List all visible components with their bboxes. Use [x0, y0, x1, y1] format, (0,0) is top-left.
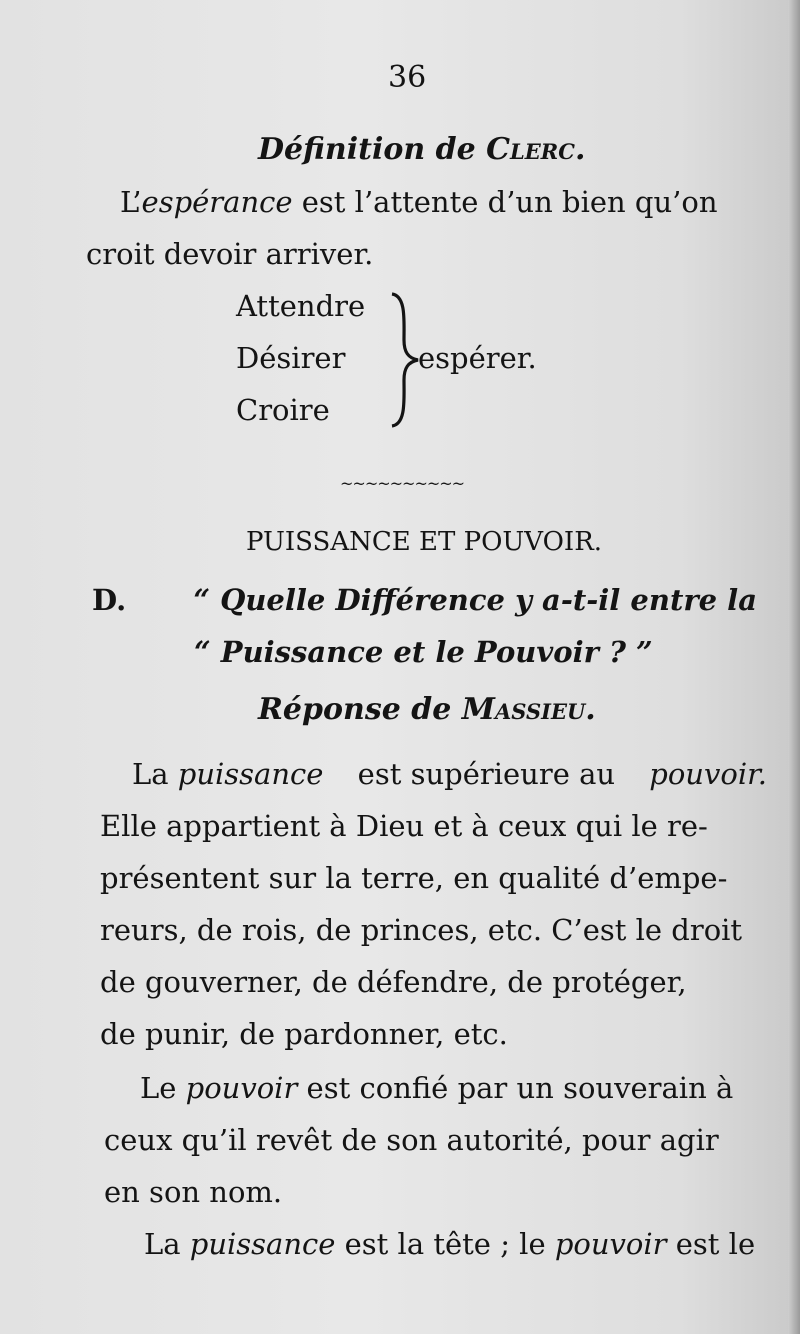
reponse-author: Massieu.: [461, 692, 596, 727]
p2-l1-b: est confié par un souverain à: [297, 1071, 734, 1105]
heading-reponse-massieu: [258, 692, 596, 728]
esperance-l1-a: L’: [120, 185, 142, 219]
p2-line-2: ceux qu’il revêt de son autorité, pour agir: [104, 1123, 719, 1157]
esperance-l1-b: est l’attente d’un bien qu’on: [292, 185, 718, 219]
p3-l1-word1: puissance: [189, 1227, 336, 1261]
p3-line-1: [144, 1226, 755, 1262]
ornamental-divider: ~~~~~~~~~~: [340, 474, 465, 493]
verb-croire: Croire: [236, 393, 330, 427]
p3-l1-a: La: [144, 1227, 190, 1261]
p1-l1-c: pouvoir.: [649, 757, 767, 791]
page-edge-shadow: [788, 0, 800, 1334]
question-line-2: “ Puissance et le Pouvoir ? ”: [194, 635, 653, 669]
section-title: PUISSANCE ET POUVOIR.: [245, 527, 603, 557]
p1-line-2: Elle appartient à Dieu et à ceux qui le re-: [100, 809, 708, 843]
right-brace: [388, 290, 422, 430]
heading-clerc-pre: Définition de: [258, 132, 487, 167]
p1-l1-b: est supérieure au: [357, 757, 616, 791]
question-line-1: [92, 582, 757, 618]
p1-line-5: de gouverner, de défendre, de protéger,: [100, 965, 687, 999]
reponse-pre: Réponse de: [258, 692, 462, 727]
question-text-1: “ Quelle Différence y a-t-il entre la: [193, 583, 757, 617]
p2-line-1: [140, 1070, 733, 1106]
p1-line-6: de punir, de pardonner, etc.: [100, 1017, 508, 1051]
heading-definition-clerc: [258, 132, 585, 168]
esperance-line-2: croit devoir arriver.: [86, 237, 374, 271]
p3-l1-c: est le: [666, 1227, 756, 1261]
p2-l1-a: Le: [140, 1071, 186, 1105]
p2-line-3: en son nom.: [104, 1175, 283, 1209]
p1-line-1: [132, 756, 767, 792]
p3-l1-b: est la tête ; le: [335, 1227, 555, 1261]
esperance-l1-word: espérance: [141, 185, 293, 219]
question-prefix: D.: [92, 583, 127, 617]
p1-line-3: présentent sur la terre, en qualité d’empe-: [100, 861, 728, 895]
p2-l1-word: pouvoir: [185, 1071, 298, 1105]
verb-desirer: Désirer: [236, 341, 346, 375]
verb-attendre: Attendre: [236, 289, 366, 323]
esperance-line-1: [120, 184, 745, 220]
heading-clerc-author: Clerc.: [486, 132, 586, 167]
p3-l1-word2: pouvoir: [554, 1227, 667, 1261]
page-number: 36: [388, 60, 427, 95]
p1-l1-a: La puissance: [132, 757, 324, 791]
p1-line-4: reurs, de rois, de princes, etc. C’est le droit: [100, 913, 743, 947]
verb-result: espérer.: [418, 341, 537, 375]
